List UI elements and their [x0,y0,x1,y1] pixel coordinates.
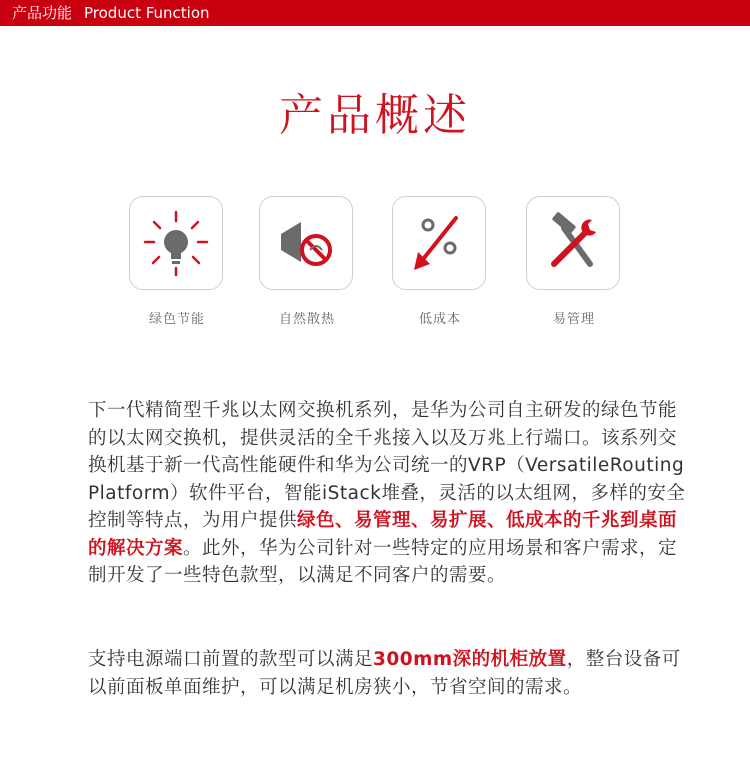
tools-icon [538,208,608,278]
bulb-icon [141,208,211,278]
feature-label: 绿色节能 [148,312,205,327]
feature-icon-box [392,196,486,290]
feature-label: 低成本 [418,312,461,327]
section-header-bar [0,0,750,26]
front-port-text: 支持电源端口前置的款型可以满足 [88,649,374,670]
feature-label: 易管理 [552,312,595,327]
feature-icon-box [526,196,620,290]
overview-text: 。此外，华为公司针对一些特定的应用场景和客户需求，定制开发了一些特色款型，以满足不同客户的需要。 [88,537,678,586]
page-title: 产品概述 [279,90,471,141]
feature-icon-box [259,196,353,290]
feature-icon-box [129,196,223,290]
feature-low-cost [392,196,488,327]
section-header-en: Product Function [84,4,210,22]
front-port-paragraph [88,646,688,701]
front-port-text: ，整台设备可以前面板单面维护，可以满足机房狭小，节省空间的需求。 [88,649,681,698]
feature-natural-cooling [259,196,355,327]
no-fan-icon [271,208,341,278]
percent-down-icon [404,208,474,278]
feature-label: 自然散热 [278,312,335,327]
feature-green-energy [129,196,225,327]
overview-paragraph [88,397,688,590]
feature-easy-management [526,196,622,327]
overview-highlight: 绿色、易管理、易扩展、低成本的千兆到桌面的解决方案 [88,510,678,559]
front-port-highlight: 300mm深的机柜放置 [373,649,567,670]
section-header-cn: 产品功能 [12,4,73,22]
overview-text: 下一代精简型千兆以太网交换机系列，是华为公司自主研发的绿色节能的以太网交换机，提供灵活的全千兆接入以及万兆上行端口。该系列交换机基于新一代高性能硬件和华为公司统一的VRP（VersatileRouting Platform）软件平台，智能iStack堆叠，灵活的以太组网，多样的安全控制等特点，为用户提供 [88,400,686,531]
